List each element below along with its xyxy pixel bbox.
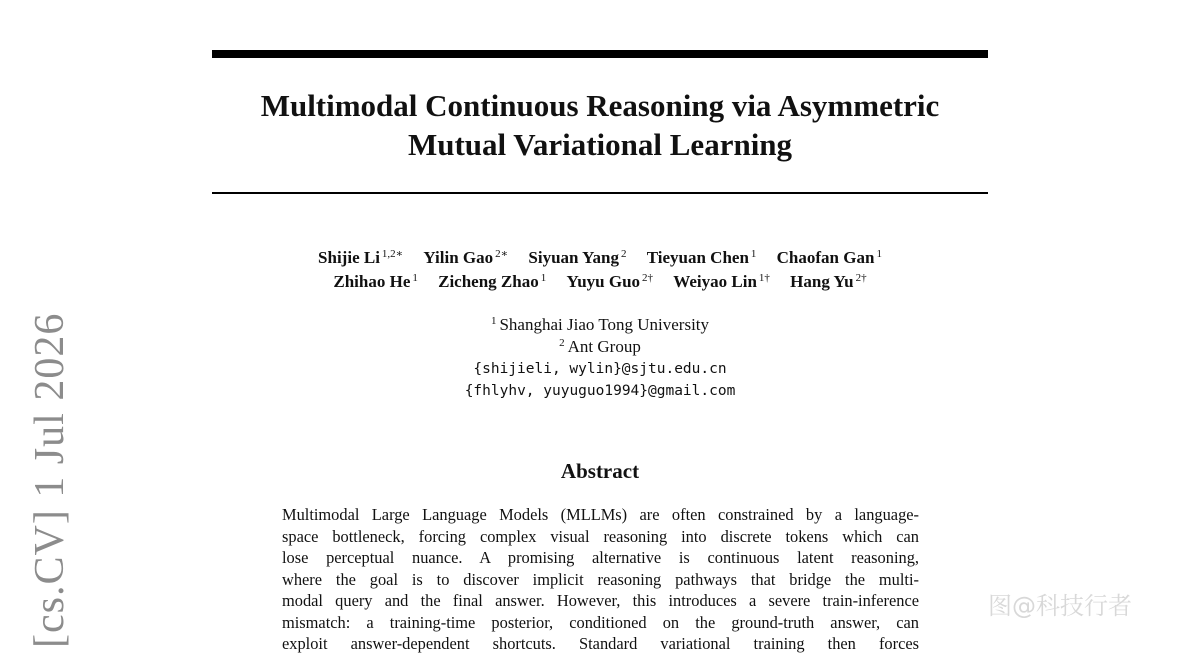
author: Hang Yu $^{2\dagger}$ bbox=[790, 272, 867, 291]
abstract-body bbox=[282, 504, 919, 655]
affiliation-2: $^2$ Ant Group bbox=[559, 337, 641, 356]
abstract-heading: Abstract bbox=[560, 459, 640, 483]
author-line-2 bbox=[212, 270, 988, 294]
abstract-line: Multimodal Large Language Models (MLLMs) are often constrained by a language- bbox=[282, 505, 919, 524]
author: Yuyu Guo $^{2\dagger}$ bbox=[566, 272, 654, 291]
paper-title-line-2: Mutual Variational Learning bbox=[407, 127, 793, 162]
abstract-line: lose perceptual nuance. A promising alternative is continuous latent reasoning, bbox=[282, 548, 919, 567]
author: Zhihao He $^1$ bbox=[333, 272, 418, 291]
title-top-rule bbox=[212, 50, 988, 58]
abstract-line: exploit answer-dependent shortcuts. Standard variational training then forces bbox=[282, 634, 919, 653]
watermark: 图@科技行者 bbox=[988, 592, 1132, 620]
author: Chaofan Gan $^1$ bbox=[776, 248, 882, 267]
abstract-line: where the goal is to discover implicit reasoning pathways that bridge the multi- bbox=[282, 569, 919, 589]
abstract-line: space bottleneck, forcing complex visual reasoning into discrete tokens which can bbox=[282, 526, 919, 546]
author: Siyuan Yang $^2$ bbox=[528, 248, 627, 267]
title-bottom-rule bbox=[212, 192, 988, 194]
author: Zicheng Zhao $^1$ bbox=[438, 272, 547, 291]
author: Shijie Li $^{1,2∗}$ bbox=[318, 248, 404, 267]
arxiv-margin-stamp: [cs.CV] 1 Jul 2026 bbox=[27, 312, 73, 648]
author-line-1 bbox=[212, 246, 988, 270]
paper-title-line-1: Multimodal Continuous Reasoning via Asymmetric bbox=[260, 88, 940, 123]
affiliations bbox=[212, 314, 988, 402]
author-list bbox=[212, 246, 988, 294]
abstract-line: mismatch: a training-time posterior, conditioned on the ground-truth answer, can bbox=[282, 612, 919, 632]
paper-title bbox=[212, 86, 988, 164]
email-line-2: {fhlyhv, yuyuguo1994}@gmail.com bbox=[464, 383, 736, 399]
author: Yilin Gao $^{2∗}$ bbox=[423, 248, 509, 267]
affiliation-1: $^1$ Shanghai Jiao Tong University bbox=[490, 315, 710, 334]
abstract-line: modal query and the final answer. However, this introduces a severe train-inference bbox=[282, 591, 919, 610]
author: Weiyao Lin $^{1\dagger}$ bbox=[673, 272, 770, 291]
author: Tieyuan Chen $^1$ bbox=[646, 248, 757, 267]
email-line-1: {shijieli, wylin}@sjtu.edu.cn bbox=[473, 361, 727, 377]
